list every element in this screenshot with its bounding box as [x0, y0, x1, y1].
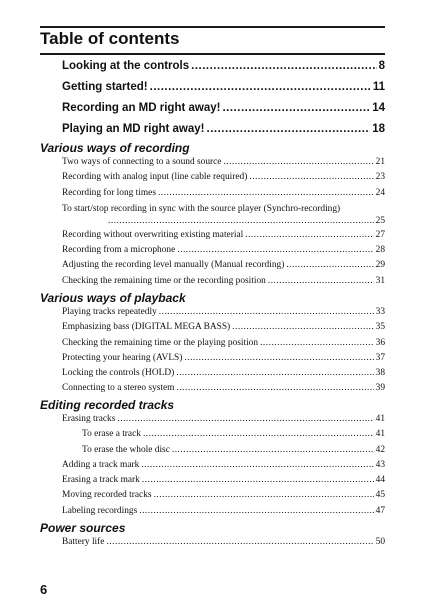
entry-page: 11 — [372, 81, 385, 93]
dot-leader — [223, 157, 373, 167]
entry-label: Recording for long times — [62, 187, 156, 198]
section-heading-recording: Various ways of recording — [40, 141, 190, 155]
toc-main-entry[interactable] — [62, 81, 385, 102]
entry-label: Checking the remaining time or the playing position — [62, 337, 259, 348]
entry-page: 23 — [375, 172, 385, 183]
entry-label: Getting started! — [62, 81, 148, 93]
toc-entry[interactable] — [62, 537, 385, 552]
section-list-playback — [62, 307, 385, 399]
page-title: Table of contents — [40, 29, 180, 48]
entry-label: Looking at the controls — [62, 60, 190, 72]
toc-entry[interactable] — [62, 338, 385, 353]
dot-leader — [108, 215, 374, 228]
toc-entry[interactable] — [62, 260, 385, 275]
entry-page: 29 — [375, 260, 385, 271]
toc-entry[interactable] — [62, 353, 385, 368]
entry-label: To erase a track — [82, 429, 141, 440]
entry-label: Connecting to a stereo system — [62, 383, 175, 394]
toc-entry[interactable] — [62, 172, 385, 187]
entry-page: 50 — [375, 537, 385, 547]
dot-leader — [150, 81, 371, 93]
toc-entry[interactable] — [62, 230, 385, 245]
dot-leader — [142, 475, 374, 485]
toc-entry[interactable] — [62, 157, 385, 172]
toc-entry[interactable] — [62, 203, 385, 230]
entry-label: Checking the remaining time or the recording position — [62, 275, 266, 286]
entry-page: 36 — [375, 337, 385, 348]
entry-label: To erase the whole disc — [82, 444, 170, 455]
entry-page: 18 — [372, 123, 385, 135]
toc-entry[interactable] — [62, 245, 385, 260]
entry-label: Locking the controls (HOLD) — [62, 368, 175, 379]
entry-page: 43 — [375, 459, 385, 470]
dot-leader — [232, 322, 373, 332]
entry-page: 45 — [375, 490, 385, 501]
section-heading-editing: Editing recorded tracks — [40, 398, 175, 412]
title-underline — [40, 53, 385, 55]
dot-leader — [260, 338, 374, 348]
toc-subentry[interactable] — [62, 429, 385, 444]
entry-label: Moving recorded tracks — [62, 490, 152, 501]
entry-page: 8 — [378, 60, 385, 72]
dot-leader — [159, 307, 374, 317]
dot-leader — [172, 445, 374, 455]
entry-label: Labeling recordings — [62, 505, 138, 516]
toc-entry[interactable] — [62, 383, 385, 398]
entry-label: Recording an MD right away! — [62, 102, 221, 114]
section-heading-power: Power sources — [40, 521, 126, 535]
dot-leader — [117, 414, 373, 424]
toc-subentry[interactable] — [62, 445, 385, 460]
dot-leader — [139, 506, 373, 516]
dot-leader — [177, 245, 373, 255]
entry-label: Emphasizing bass (DIGITAL MEGA BASS) — [62, 322, 231, 333]
entry-page: 25 — [375, 216, 385, 227]
entry-label: Protecting your hearing (AVLS) — [62, 352, 183, 363]
dot-leader — [268, 276, 374, 286]
entry-label: Adjusting the recording level manually (Manual recording) — [62, 260, 285, 271]
toc-entry[interactable] — [62, 307, 385, 322]
entry-label: Recording with analog input (line cable required) — [62, 172, 248, 183]
entry-label: Recording from a microphone — [62, 245, 176, 256]
entry-page: 21 — [375, 157, 385, 167]
dot-leader — [106, 537, 373, 547]
dot-leader — [222, 102, 370, 114]
section-list-editing — [62, 414, 385, 521]
entry-label: Two ways of connecting to a sound source — [62, 157, 222, 167]
dot-leader — [191, 60, 376, 72]
toc-entry[interactable] — [62, 276, 385, 291]
entry-page: 42 — [375, 444, 385, 455]
section-list-recording — [62, 157, 385, 291]
entry-page: 44 — [375, 475, 385, 486]
entry-page: 37 — [375, 352, 385, 363]
entry-page: 27 — [375, 229, 385, 240]
entry-label: Playing an MD right away! — [62, 123, 205, 135]
entry-label: Erasing tracks — [62, 414, 116, 424]
entry-label: Adding a track mark — [62, 459, 140, 470]
entry-page: 24 — [375, 187, 385, 198]
toc-entry[interactable] — [62, 475, 385, 490]
entry-page: 41 — [375, 429, 385, 440]
toc-entry[interactable] — [62, 460, 385, 475]
toc-entry[interactable] — [62, 506, 385, 521]
toc-main-entry[interactable] — [62, 102, 385, 123]
toc-entry[interactable] — [62, 490, 385, 505]
entry-page: 28 — [375, 245, 385, 256]
entry-page: 35 — [375, 322, 385, 333]
page-number: 6 — [40, 582, 48, 597]
toc-main-entry[interactable] — [62, 60, 385, 81]
toc-entry[interactable] — [62, 414, 385, 429]
entry-label: Battery life — [62, 537, 105, 547]
entry-page: 33 — [375, 307, 385, 317]
dot-leader — [176, 383, 373, 393]
dot-leader — [143, 429, 374, 439]
entry-label: Erasing a track mark — [62, 475, 140, 486]
dot-leader — [154, 490, 374, 500]
dot-leader — [141, 460, 373, 470]
entry-label: Recording without overwriting existing material — [62, 229, 244, 240]
dot-leader — [286, 260, 373, 270]
entry-page: 38 — [375, 368, 385, 379]
dot-leader — [176, 368, 373, 378]
toc-entry[interactable] — [62, 322, 385, 337]
toc-entry[interactable] — [62, 188, 385, 203]
dot-leader — [207, 123, 371, 135]
entry-page: 41 — [375, 414, 385, 424]
entry-label: To start/stop recording in sync with the source player (Synchro-recording) — [62, 203, 341, 214]
section-list-power — [62, 537, 385, 552]
entry-page: 31 — [375, 275, 385, 286]
section-heading-playback: Various ways of playback — [40, 291, 186, 305]
entry-page: 47 — [375, 505, 385, 516]
entry-label: Playing tracks repeatedly — [62, 307, 157, 317]
main-entries — [62, 60, 385, 144]
entry-page: 39 — [375, 383, 385, 394]
toc-entry[interactable] — [62, 368, 385, 383]
dot-leader — [245, 230, 373, 240]
dot-leader — [158, 188, 374, 198]
dot-leader — [184, 353, 373, 363]
entry-page: 14 — [372, 102, 385, 114]
dot-leader — [249, 172, 373, 182]
